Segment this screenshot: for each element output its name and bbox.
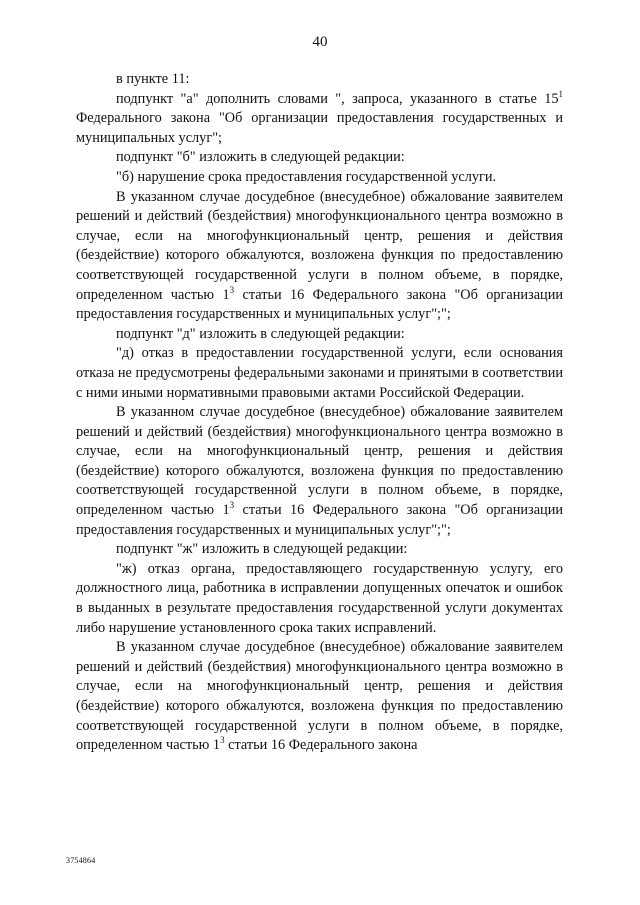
paragraph-appeal-case-3 (76, 638, 563, 756)
paragraph-text: в пункте 11: (116, 71, 190, 87)
paragraph-subitem-b-intro (76, 148, 563, 168)
paragraph-subitem-a (76, 90, 563, 149)
paragraph-text: подпункт "ж" изложить в следующей редакции: (116, 541, 408, 558)
paragraph-text: В указанном случае досудебное (внесудебное) обжалование заявителем решений и действий (бездействия) многофункционального центра возможно в случае, если на многофункциональный центр, решения и действия (бездействие) которого обжалуются, возложена функция по предоставлению соответствующей государственной услуги в полном объеме, в порядке, определенном частью 1 (76, 404, 563, 519)
paragraph-appeal-case-1 (76, 188, 563, 325)
paragraph-text: Федерального закона "Об организации предоставления государственных и муниципальных услуг"; (76, 110, 563, 146)
paragraph-text: "б) нарушение срока предоставления государственной услуги. (116, 168, 497, 185)
paragraph-text: статьи 16 Федерального закона "Об организации предоставления государственных и муниципальных услуг";"; (76, 502, 564, 538)
paragraph-subitem-zh-text (76, 560, 563, 638)
paragraph-text: подпункт "б" изложить в следующей редакции: (116, 149, 405, 166)
paragraph-subitem-d-intro (76, 325, 563, 345)
paragraph-text: статьи 16 Федерального закона (228, 737, 418, 754)
superscript-marker: 3 (229, 500, 235, 511)
paragraph-subitem-d-text (76, 344, 563, 403)
paragraph-subitem-zh-intro (76, 540, 563, 560)
paragraph-text: В указанном случае досудебное (внесудебное) обжалование заявителем решений и действий (бездействия) многофункционального центра возможно в случае, если на многофункциональный центр, решения и действия (бездействие) которого обжалуются, возложена функция по предоставлению соответствующей государственной услуги в полном объеме, в порядке, определенном частью 1 (76, 188, 563, 303)
superscript-marker: 3 (229, 284, 235, 295)
paragraph-item-11 (76, 70, 563, 90)
paragraph-text: подпункт "а" дополнить словами ", запроса, указанного в статье 15 (116, 90, 559, 107)
superscript-marker: 3 (220, 735, 225, 746)
superscript-marker: 1 (558, 88, 563, 99)
document-code: 3754864 (66, 856, 96, 865)
paragraph-text: статьи 16 Федерального закона "Об организации предоставления государственных и муниципальных услуг";"; (76, 286, 564, 323)
paragraph-text: подпункт "д" изложить в следующей редакции: (116, 325, 405, 342)
document-body (76, 70, 563, 756)
paragraph-text: "д) отказ в предоставлении государственной услуги, если основания отказа не предусмотрены федеральными законами и принятыми в соответствии с ними иными нормативными правовыми актами Российской Федерации. (76, 345, 563, 401)
paragraph-text: В указанном случае досудебное (внесудебное) обжалование заявителем решений и действий (бездействия) многофункционального центра возможно в случае, если на многофункциональный центр, решения и действия (бездействие) которого обжалуются, возложена функция по предоставлению соответствующей государственной услуги в полном объеме, в порядке, определенном частью 1 (76, 639, 563, 754)
paragraph-appeal-case-2 (76, 403, 563, 540)
paragraph-subitem-b-text (76, 168, 563, 188)
paragraph-text: "ж) отказ органа, предоставляющего государственную услугу, его должностного лица, работника в исправлении допущенных опечаток и ошибок в выданных в результате предоставления государственной услуги документах либо нарушение установленного срока таких исправлений. (76, 560, 563, 636)
page-number: 40 (312, 34, 328, 50)
